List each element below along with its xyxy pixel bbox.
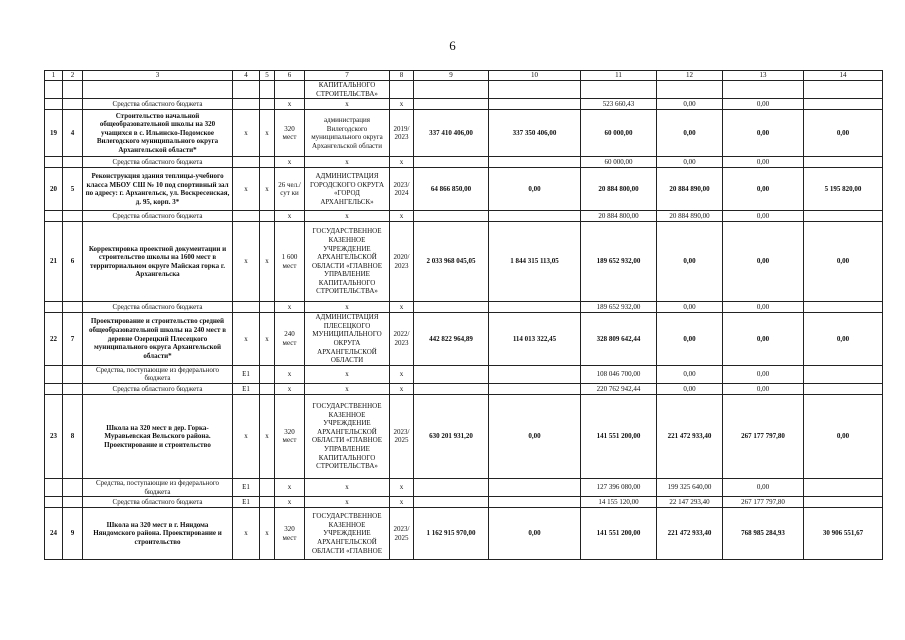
table-cell: 0,00 xyxy=(489,394,581,478)
table-cell: 64 866 850,00 xyxy=(414,168,489,211)
table-cell: 60 000,00 xyxy=(581,110,657,157)
table-cell xyxy=(45,497,63,508)
table-cell: администрация Вилегодского муниципального округа Архангельской области xyxy=(305,110,390,157)
table-cell: 320 мест xyxy=(275,110,305,157)
table-cell xyxy=(63,302,83,313)
table-cell: 267 177 797,80 xyxy=(723,394,804,478)
table-cell: 320 мест xyxy=(275,394,305,478)
table-cell: х xyxy=(275,383,305,394)
table-cell: 0,00 xyxy=(657,383,723,394)
table-cell: 60 000,00 xyxy=(581,157,657,168)
table-cell: Средства областного бюджета xyxy=(83,157,233,168)
table-cell xyxy=(45,383,63,394)
col-header: 10 xyxy=(489,71,581,81)
table-cell: х xyxy=(305,497,390,508)
table-cell xyxy=(723,81,804,99)
table-cell: 2023/ 2025 xyxy=(390,394,414,478)
table-cell xyxy=(260,365,275,383)
table-cell: х xyxy=(305,302,390,313)
table-cell: 0,00 xyxy=(723,99,804,110)
table-cell xyxy=(260,478,275,496)
table-cell xyxy=(63,497,83,508)
table-cell: 7 xyxy=(63,313,83,366)
table-cell: 26 чел./сут ки xyxy=(275,168,305,211)
table-row xyxy=(45,508,883,560)
table-cell: 21 xyxy=(45,222,63,302)
table-cell: х xyxy=(390,211,414,222)
table-cell: 0,00 xyxy=(489,168,581,211)
col-header: 9 xyxy=(414,71,489,81)
table-cell: х xyxy=(275,211,305,222)
col-header: 7 xyxy=(305,71,390,81)
table-cell xyxy=(414,211,489,222)
table-cell xyxy=(45,99,63,110)
table-cell xyxy=(489,302,581,313)
funding-source-row xyxy=(45,302,883,313)
table-cell: 0,00 xyxy=(723,383,804,394)
table-cell: х xyxy=(305,211,390,222)
table-cell xyxy=(390,81,414,99)
program-table xyxy=(44,70,883,560)
table-cell xyxy=(260,81,275,99)
table-cell: х xyxy=(390,478,414,496)
table-cell xyxy=(414,157,489,168)
table-cell: х xyxy=(305,383,390,394)
table-cell: 9 xyxy=(63,508,83,560)
table-cell: ГОСУДАРСТВЕННОЕ КАЗЕННОЕ УЧРЕЖДЕНИЕ АРХАНГЕЛЬСКОЙ ОБЛАСТИ «ГЛАВНОЕ УПРАВЛЕНИЕ КАПИТАЛЬНОГО СТРОИТЕЛЬСТВА» xyxy=(305,394,390,478)
table-cell xyxy=(233,157,260,168)
table-cell: Е1 xyxy=(233,383,260,394)
table-cell: 141 551 200,00 xyxy=(581,394,657,478)
table-cell: х xyxy=(260,110,275,157)
table-cell xyxy=(260,302,275,313)
col-header: 1 xyxy=(45,71,63,81)
table-cell: КАПИТАЛЬНОГО СТРОИТЕЛЬСТВА» xyxy=(305,81,390,99)
table-cell xyxy=(804,302,883,313)
table-cell xyxy=(489,478,581,496)
table-cell: х xyxy=(275,99,305,110)
table-cell: 20 884 800,00 xyxy=(581,211,657,222)
table-cell: 0,00 xyxy=(657,222,723,302)
page-number: 6 xyxy=(449,38,456,53)
table-row xyxy=(45,394,883,478)
table-cell xyxy=(260,211,275,222)
table-cell: 0,00 xyxy=(723,365,804,383)
table-cell: х xyxy=(390,365,414,383)
table-cell: 221 472 933,40 xyxy=(657,508,723,560)
table-cell: 6 xyxy=(63,222,83,302)
table-cell: 2 033 968 045,05 xyxy=(414,222,489,302)
table-cell xyxy=(804,81,883,99)
funding-source-row xyxy=(45,497,883,508)
table-cell: 0,00 xyxy=(489,508,581,560)
table-cell: х xyxy=(260,394,275,478)
col-header: 2 xyxy=(63,71,83,81)
table-cell xyxy=(414,302,489,313)
table-cell: 0,00 xyxy=(804,222,883,302)
table-cell: х xyxy=(305,478,390,496)
table-cell: 141 551 200,00 xyxy=(581,508,657,560)
funding-source-row xyxy=(45,157,883,168)
table-cell xyxy=(489,497,581,508)
table-cell xyxy=(581,81,657,99)
table-cell: 2023/ 2024 xyxy=(390,168,414,211)
table-cell: 19 xyxy=(45,110,63,157)
col-header: 8 xyxy=(390,71,414,81)
table-cell xyxy=(233,302,260,313)
table-cell: Е1 xyxy=(233,497,260,508)
table-cell: Средства областного бюджета xyxy=(83,211,233,222)
table-cell: 337 410 406,00 xyxy=(414,110,489,157)
table-cell: 189 652 932,00 xyxy=(581,222,657,302)
table-cell: х xyxy=(275,157,305,168)
table-cell xyxy=(414,99,489,110)
table-cell: 22 147 293,40 xyxy=(657,497,723,508)
table-cell: 0,00 xyxy=(723,313,804,366)
table-cell: Школа на 320 мест в дер. Горка-Муравьевская Вельского района. Проектирование и строительство xyxy=(83,394,233,478)
table-cell: Средства областного бюджета xyxy=(83,497,233,508)
table-cell: Корректировка проектной документации и строительство школы на 1600 мест в территориальном округе Майская горка г. Архангельска xyxy=(83,222,233,302)
table-cell xyxy=(260,157,275,168)
table-cell xyxy=(45,211,63,222)
table-cell: х xyxy=(390,99,414,110)
table-cell xyxy=(83,81,233,99)
table-cell: АДМИНИСТРАЦИЯ ПЛЕСЕЦКОГО МУНИЦИПАЛЬНОГО ОКРУГА АРХАНГЕЛЬСКОЙ ОБЛАСТИ xyxy=(305,313,390,366)
table-cell: ГОСУДАРСТВЕННОЕ КАЗЕННОЕ УЧРЕЖДЕНИЕ АРХАНГЕЛЬСКОЙ ОБЛАСТИ «ГЛАВНОЕ УПРАВЛЕНИЕ КАПИТАЛЬНОГО СТРОИТЕЛЬСТВА» xyxy=(305,222,390,302)
table-cell xyxy=(804,157,883,168)
table-cell xyxy=(63,478,83,496)
table-cell: Е1 xyxy=(233,478,260,496)
table-cell xyxy=(45,157,63,168)
table-cell: 0,00 xyxy=(657,365,723,383)
table-cell xyxy=(45,478,63,496)
table-cell: 0,00 xyxy=(723,168,804,211)
table-cell: 24 xyxy=(45,508,63,560)
table-cell: х xyxy=(390,497,414,508)
table-cell: 5 xyxy=(63,168,83,211)
funding-source-row xyxy=(45,211,883,222)
table-cell: х xyxy=(305,99,390,110)
table-cell xyxy=(63,157,83,168)
table-cell xyxy=(275,81,305,99)
table-cell xyxy=(63,383,83,394)
table-cell: х xyxy=(275,478,305,496)
table-cell xyxy=(260,497,275,508)
col-header: 14 xyxy=(804,71,883,81)
table-cell: 523 660,43 xyxy=(581,99,657,110)
table-cell xyxy=(489,211,581,222)
table-cell: 0,00 xyxy=(723,478,804,496)
table-cell: Реконструкция здания теплицы-учебного класса МБОУ СШ № 10 под спортивный зал по адресу: г. Архангельск, ул. Воскресенская, д. 95, корп. 3* xyxy=(83,168,233,211)
header-row xyxy=(45,71,883,81)
table-cell xyxy=(260,383,275,394)
col-header: 4 xyxy=(233,71,260,81)
table-cell: х xyxy=(233,508,260,560)
col-header: 5 xyxy=(260,71,275,81)
table-cell xyxy=(233,211,260,222)
table-cell: 2022/ 2023 xyxy=(390,313,414,366)
table-cell: х xyxy=(260,222,275,302)
table-cell: х xyxy=(233,394,260,478)
table-cell: х xyxy=(305,157,390,168)
table-cell: х xyxy=(305,365,390,383)
table-cell: Проектирование и строительство средней общеобразовательной школы на 240 мест в деревне Озерецкий Плесецкого муниципального округа Архангельской области* xyxy=(83,313,233,366)
table-cell: 108 046 700,00 xyxy=(581,365,657,383)
table-cell: х xyxy=(390,302,414,313)
table-cell: 0,00 xyxy=(723,110,804,157)
table-cell xyxy=(489,365,581,383)
table-cell: 328 809 642,44 xyxy=(581,313,657,366)
table-cell: Средства областного бюджета xyxy=(83,383,233,394)
table-cell: 127 396 080,00 xyxy=(581,478,657,496)
continuation-row xyxy=(45,81,883,99)
table-cell: 199 325 640,00 xyxy=(657,478,723,496)
table-cell xyxy=(45,365,63,383)
funding-source-row xyxy=(45,383,883,394)
table-cell: 114 013 322,45 xyxy=(489,313,581,366)
col-header: 6 xyxy=(275,71,305,81)
funding-source-row xyxy=(45,365,883,383)
table-cell: 337 350 406,00 xyxy=(489,110,581,157)
table-cell: ГОСУДАРСТВЕННОЕ КАЗЕННОЕ УЧРЕЖДЕНИЕ АРХАНГЕЛЬСКОЙ ОБЛАСТИ «ГЛАВНОЕ xyxy=(305,508,390,560)
table-cell xyxy=(804,383,883,394)
table-cell xyxy=(63,365,83,383)
table-cell: 5 195 820,00 xyxy=(804,168,883,211)
table-cell: 0,00 xyxy=(657,302,723,313)
funding-source-row xyxy=(45,478,883,496)
table-cell: 1 162 915 970,00 xyxy=(414,508,489,560)
table-cell: х xyxy=(275,365,305,383)
table-cell xyxy=(804,478,883,496)
col-header: 12 xyxy=(657,71,723,81)
table-cell: 4 xyxy=(63,110,83,157)
table-cell xyxy=(63,211,83,222)
table-cell xyxy=(260,99,275,110)
table-cell: Строительство начальной общеобразовательной школы на 320 учащихся в с. Ильинско-Подомское Вилегодского муниципального округа Архангельской области* xyxy=(83,110,233,157)
table-cell: х xyxy=(233,222,260,302)
table-cell: 0,00 xyxy=(723,302,804,313)
table-cell: 220 762 942,44 xyxy=(581,383,657,394)
table-cell: 0,00 xyxy=(657,157,723,168)
table-row xyxy=(45,110,883,157)
table-cell: 30 906 551,67 xyxy=(804,508,883,560)
table-row xyxy=(45,313,883,366)
table-cell xyxy=(489,383,581,394)
table-cell: х xyxy=(390,383,414,394)
table-cell: Средства, поступающие из федерального бюджета xyxy=(83,478,233,496)
table-cell: х xyxy=(260,168,275,211)
table-row xyxy=(45,222,883,302)
table-cell: 320 мест xyxy=(275,508,305,560)
table-cell: 20 884 890,00 xyxy=(657,168,723,211)
table-cell xyxy=(45,302,63,313)
table-cell: Средства областного бюджета xyxy=(83,302,233,313)
table-cell: 2019/ 2023 xyxy=(390,110,414,157)
table-cell: 1 600 мест xyxy=(275,222,305,302)
table-cell: 630 201 931,20 xyxy=(414,394,489,478)
table-cell: 240 мест xyxy=(275,313,305,366)
table-cell: Е1 xyxy=(233,365,260,383)
table-cell: 1 844 315 113,05 xyxy=(489,222,581,302)
table-cell: х xyxy=(275,497,305,508)
table-cell: 768 985 284,93 xyxy=(723,508,804,560)
col-header: 11 xyxy=(581,71,657,81)
table-cell xyxy=(489,157,581,168)
col-header: 3 xyxy=(83,71,233,81)
table-cell xyxy=(804,211,883,222)
table-cell xyxy=(414,497,489,508)
table-cell: 0,00 xyxy=(657,110,723,157)
table-cell: 2023/ 2025 xyxy=(390,508,414,560)
table-cell: 0,00 xyxy=(804,110,883,157)
table-cell: АДМИНИСТРАЦИЯ ГОРОДСКОГО ОКРУГА «ГОРОД АРХАНГЕЛЬСК» xyxy=(305,168,390,211)
table-cell: 0,00 xyxy=(657,99,723,110)
table-cell xyxy=(489,81,581,99)
table-cell: 0,00 xyxy=(804,394,883,478)
table-cell xyxy=(414,383,489,394)
table-cell: 8 xyxy=(63,394,83,478)
table-cell xyxy=(489,99,581,110)
table-cell: 22 xyxy=(45,313,63,366)
table-cell: х xyxy=(233,168,260,211)
table-cell xyxy=(63,99,83,110)
table-cell: Средства областного бюджета xyxy=(83,99,233,110)
table-cell: Средства, поступающие из федерального бюджета xyxy=(83,365,233,383)
funding-source-row xyxy=(45,99,883,110)
table-cell: 0,00 xyxy=(657,313,723,366)
table-cell: Школа на 320 мест в г. Няндома Няндомского района. Проектирование и строительство xyxy=(83,508,233,560)
table-cell: х xyxy=(233,110,260,157)
table-cell xyxy=(233,81,260,99)
table-cell: х xyxy=(260,508,275,560)
table-cell xyxy=(414,81,489,99)
table-cell: 14 155 120,00 xyxy=(581,497,657,508)
table-cell: 221 472 933,40 xyxy=(657,394,723,478)
table-cell: 23 xyxy=(45,394,63,478)
table-cell: х xyxy=(260,313,275,366)
table-cell: х xyxy=(390,157,414,168)
table-cell: 2020/ 2023 xyxy=(390,222,414,302)
table-cell xyxy=(804,365,883,383)
table-cell: 189 652 932,00 xyxy=(581,302,657,313)
table-cell: 0,00 xyxy=(804,313,883,366)
table-cell xyxy=(233,99,260,110)
table-cell: 267 177 797,80 xyxy=(723,497,804,508)
col-header: 13 xyxy=(723,71,804,81)
table-cell: 442 822 964,89 xyxy=(414,313,489,366)
table-cell: 0,00 xyxy=(723,211,804,222)
table-cell: 0,00 xyxy=(723,222,804,302)
table-cell xyxy=(804,497,883,508)
table-cell: 20 xyxy=(45,168,63,211)
table-cell: 20 884 800,00 xyxy=(581,168,657,211)
table-cell xyxy=(45,81,63,99)
table-cell: 0,00 xyxy=(723,157,804,168)
table-cell: х xyxy=(233,313,260,366)
table-cell: 20 884 890,00 xyxy=(657,211,723,222)
table-cell xyxy=(804,99,883,110)
table-cell: х xyxy=(275,302,305,313)
table-cell xyxy=(657,81,723,99)
table-row xyxy=(45,168,883,211)
table-cell xyxy=(414,478,489,496)
table-cell xyxy=(414,365,489,383)
table-cell xyxy=(63,81,83,99)
